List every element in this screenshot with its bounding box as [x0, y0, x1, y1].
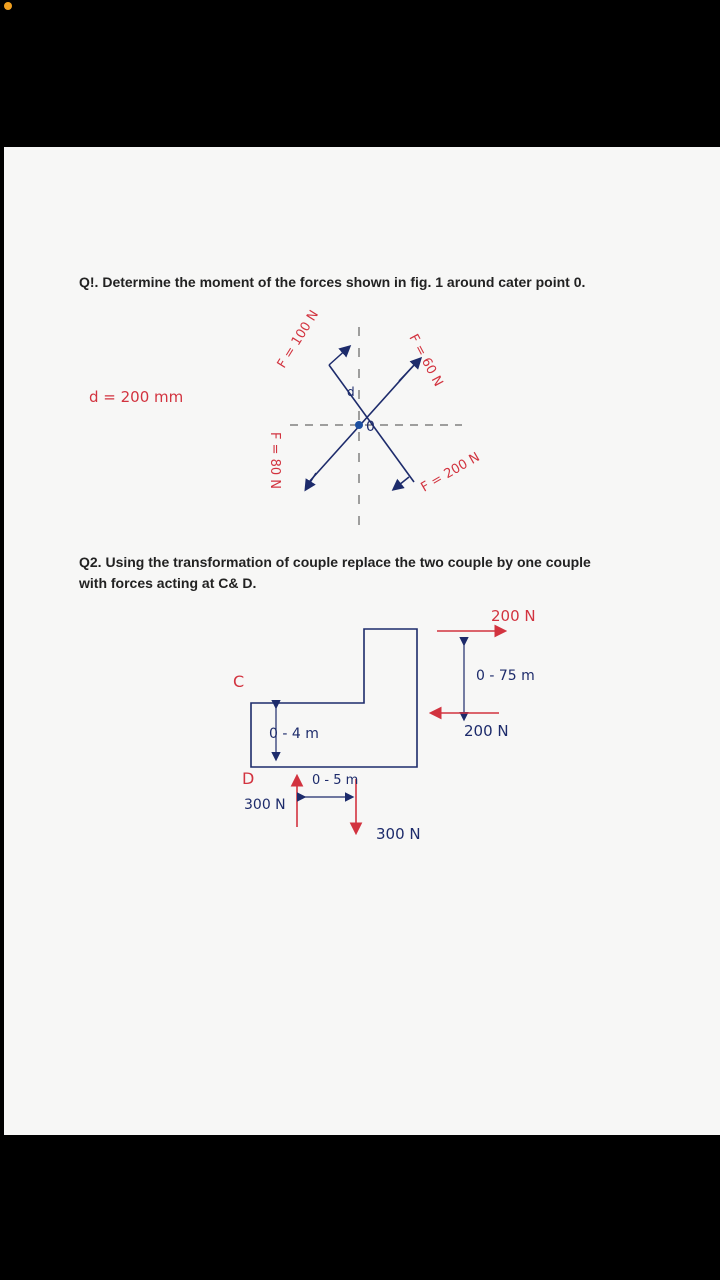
- center-label: 0: [366, 419, 375, 435]
- force-200-label: F = 200 N: [418, 449, 483, 496]
- document-page: [4, 147, 720, 1135]
- force-60-label: F = 60 N: [405, 331, 446, 390]
- force-300-bottom-label: 300 N: [376, 825, 421, 843]
- d-label: d: [347, 385, 355, 399]
- force-80-label: F = 80 N: [267, 432, 282, 490]
- distance-label: d = 200 mm: [89, 388, 184, 406]
- point-c-label: C: [233, 672, 245, 691]
- force-200-mid-label: 200 N: [464, 722, 509, 740]
- question-1-text: Q!. Determine the moment of the forces shown in fig. 1 around cater point 0.: [79, 274, 586, 290]
- point-d-label: D: [242, 769, 255, 788]
- dimension-05-label: 0 - 5 m: [312, 773, 359, 788]
- force-200-top-label: 200 N: [491, 607, 536, 625]
- figure-2-couple-diagram: [4, 147, 720, 1135]
- force-300-left-label: 300 N: [244, 797, 286, 813]
- force-100-label: F = 100 N: [274, 307, 323, 372]
- status-indicator-dot: [4, 2, 12, 10]
- dimension-075-label: 0 - 75 m: [476, 668, 535, 684]
- question-2-text-line-2: with forces acting at C& D.: [79, 575, 257, 591]
- dimension-04-label: 0 - 4 m: [269, 726, 319, 742]
- question-2-text-line-1: Q2. Using the transformation of couple replace the two couple by one couple: [79, 554, 591, 570]
